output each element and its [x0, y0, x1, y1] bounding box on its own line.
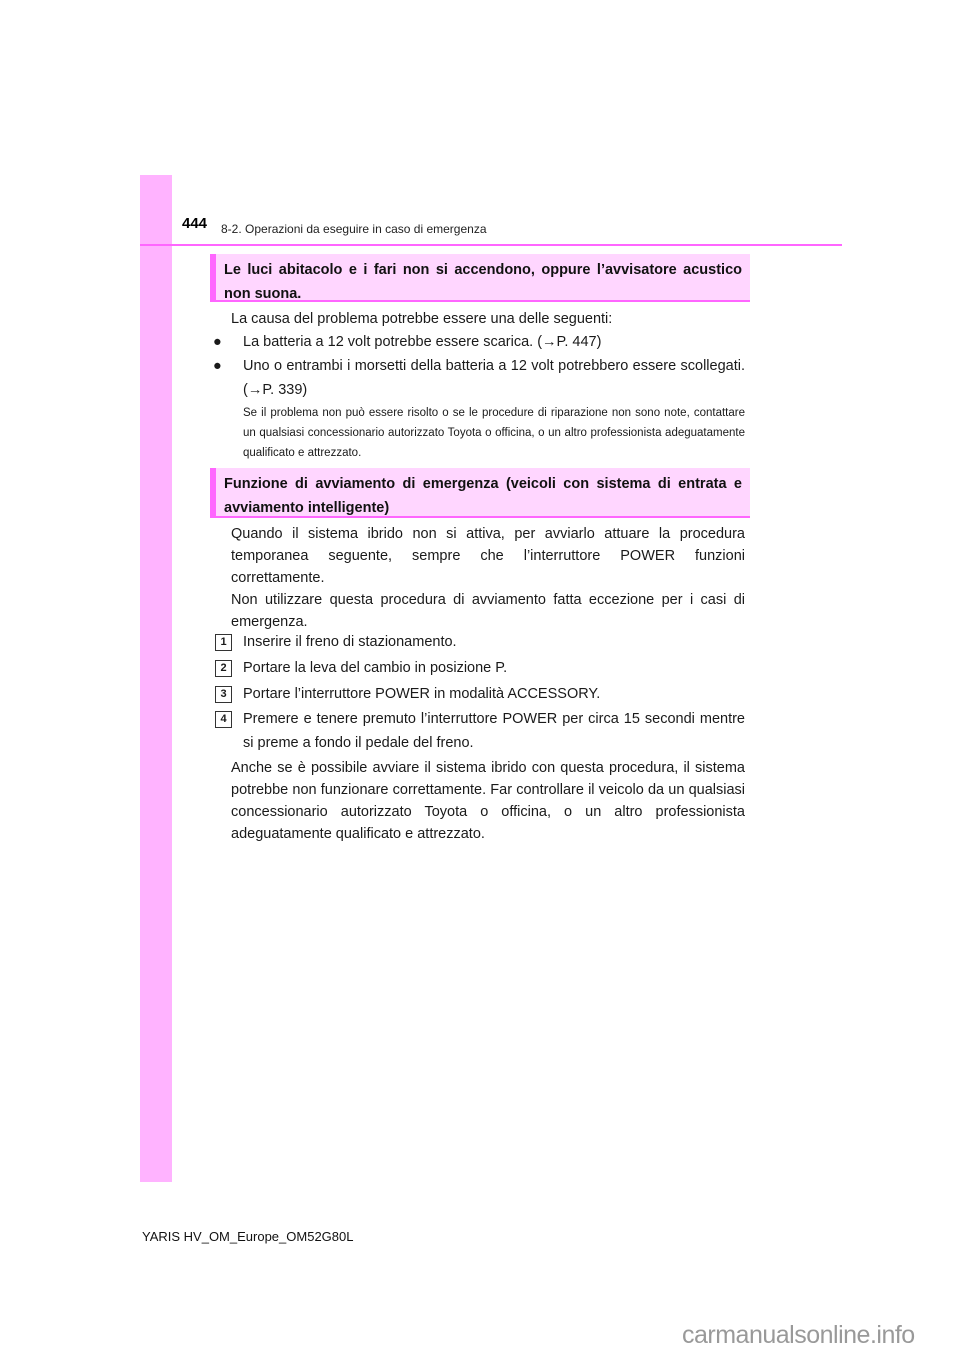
step-4 — [215, 707, 745, 755]
step-number-box: 2 — [215, 660, 232, 677]
section1-intro: La causa del problema potrebbe essere una delle seguenti: — [231, 311, 613, 327]
step-number-box: 1 — [215, 634, 232, 651]
bullet-icon: ● — [213, 334, 222, 350]
page-number: 444 — [182, 215, 208, 232]
page-sidebar-tab — [140, 175, 172, 1182]
section-heading-emergency-start: Funzione di avviamento di emergenza (veicoli con sistema di entrata e avviamento intelligente) — [210, 468, 750, 518]
document-id: YARIS HV_OM_Europe_OM52G80L — [142, 1229, 354, 1244]
step-3 — [215, 682, 745, 706]
step-text: Premere e tenere premuto l’interruttore POWER per circa 15 secondi mentre si preme a fondo il pedale del freno. — [243, 711, 745, 751]
section2-closing: Anche se è possibile avviare il sistema ibrido con questa procedura, il sistema potrebbe non funzionare correttamente. Far controllare il veicolo da un qualsiasi concessionario autorizzato Toyota o officina, o un altro professionista adeguatamente qualificato e attrezzato. — [231, 760, 745, 842]
list-item — [213, 330, 745, 354]
bullet-text: Uno o entrambi i morsetti della batteria a 12 volt potrebbero essere scollegati. (→P. 339) — [243, 358, 745, 398]
step-1 — [215, 630, 745, 654]
section-heading-lights: Le luci abitacolo e i fari non si accendono, oppure l’avvisatore acustico non suona. — [210, 254, 750, 302]
step-number-box: 3 — [215, 686, 232, 703]
step-text: Portare l’interruttore POWER in modalità ACCESSORY. — [243, 686, 601, 702]
section-title: 8-2. Operazioni da eseguire in caso di emergenza — [221, 222, 487, 236]
section2-warning: Non utilizzare questa procedura di avviamento fatta eccezione per i casi di emergenza. — [231, 592, 745, 630]
section2-intro: Quando il sistema ibrido non si attiva, per avviarlo attuare la procedura temporanea seguente, sempre che l’interruttore POWER funzioni correttamente. — [231, 526, 745, 586]
step-text: Inserire il freno di stazionamento. — [243, 634, 457, 650]
step-2 — [215, 656, 745, 680]
step-text: Portare la leva del cambio in posizione P. — [243, 660, 508, 676]
header-divider — [140, 244, 842, 246]
list-item — [213, 354, 745, 402]
section1-note: Se il problema non può essere risolto o se le procedure di riparazione non sono note, contattare un qualsiasi concessionario autorizzato Toyota o officina, o un altro professionista adeguatamente qualificato e attrezzato. — [243, 407, 745, 459]
bullet-icon: ● — [213, 358, 222, 374]
watermark: carmanualsonline.info — [682, 1321, 915, 1349]
step-number-box: 4 — [215, 711, 232, 728]
bullet-text: La batteria a 12 volt potrebbe essere scarica. (→P. 447) — [243, 334, 602, 350]
